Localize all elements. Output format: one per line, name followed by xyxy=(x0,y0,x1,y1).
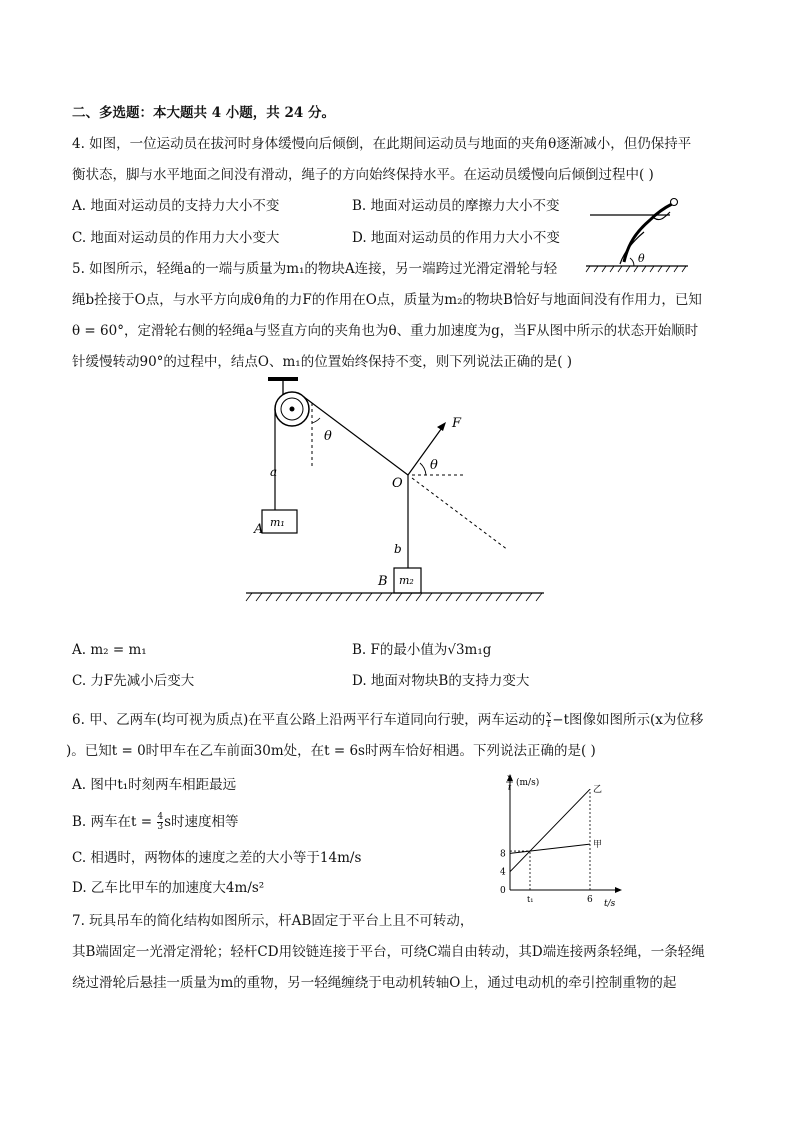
q7-stem-line-3: 绕过滑轮后悬挂一质量为m的重物，另一轻绳缠绕于电动机转轴O上，通过电动机的牵引控制重物的起 xyxy=(72,975,677,991)
q5-rope-b-label: b xyxy=(394,542,402,556)
q5-ceiling-bar xyxy=(268,377,298,381)
q4-angle-arc xyxy=(630,258,634,266)
q5-stem-line-3: θ = 60°，定滑轮右侧的轻绳a与竖直方向的夹角也为θ、重力加速度为g，当F从图中所示的状态开始顺时 xyxy=(72,323,699,339)
q6-option-b-start: B. 两车在t = xyxy=(72,814,157,830)
q5-stem-line-2: 绳b拴接于O点，与水平方向成θ角的力F的作用在O点，质量为m₂的物块B恰好与地面间没有作用力，已知 xyxy=(72,292,702,308)
q5-theta-right-label: θ xyxy=(430,458,438,473)
y-tick-label: 0 xyxy=(500,886,506,896)
series-label-yi: 乙 xyxy=(593,785,603,796)
q5-node-o-label: O xyxy=(392,476,403,491)
q6-stem-fraction-den: t xyxy=(546,720,551,730)
q6-stem-line-2: )。已知t = 0时甲车在乙车前面30m处，在t = 6s时两车恰好相遇。下列说法正确的是( ) xyxy=(66,743,596,759)
series-label-jia: 甲 xyxy=(593,840,603,851)
q7-stem-line-1: 7. 玩具吊车的简化结构如图所示，杆AB固定于平台上且不可转动， xyxy=(72,913,474,929)
series-line-jia xyxy=(510,844,590,853)
q6-option-b-fraction xyxy=(157,813,163,832)
q5-block-a-label: A xyxy=(254,522,264,537)
q6-stem-fraction xyxy=(546,711,551,730)
q6-option-b-den: 3 xyxy=(157,822,164,832)
q4-stem-line-2: 衡状态，脚与水平地面之间没有滑动，绳子的方向始终保持水平。在运动员缓慢向后倾倒过程中( ) xyxy=(72,167,654,183)
q5-force-f-label: F xyxy=(452,416,462,431)
section-heading: 二、多选题：本大题共 4 小题，共 24 分。 xyxy=(72,105,335,121)
q6-option-d: D. 乙车比甲车的加速度大4m/s² xyxy=(72,880,265,896)
x-tick-label-t1: t₁ xyxy=(527,895,534,904)
q5-extension-dashed xyxy=(412,478,508,550)
q4-figure xyxy=(584,192,694,274)
q5-theta-left-label: θ xyxy=(324,429,332,444)
x-axis-arrow xyxy=(615,887,622,893)
q5-option-b: B. F的最小值为√3m₁g xyxy=(352,642,492,658)
q5-force-f-arrow xyxy=(408,425,444,475)
q6-option-b-end: s时速度相等 xyxy=(164,814,239,830)
q4-option-c: C. 地面对运动员的作用力大小变大 xyxy=(72,230,280,246)
q6-stem-fraction-num: x xyxy=(546,710,552,720)
q4-angle-label: θ xyxy=(638,252,645,265)
q4-option-d: D. 地面对运动员的作用力大小不变 xyxy=(352,230,560,246)
q4-athlete-head xyxy=(671,199,678,206)
q5-stem-line-4: 针缓慢转动90°的过程中，结点O、m₁的位置始终保持不变，则下列说法正确的是( ) xyxy=(72,354,573,370)
q6-option-b-num: 4 xyxy=(157,812,164,822)
q6-option-c: C. 相遇时，两物体的速度之差的大小等于14m/s xyxy=(72,850,362,866)
q5-option-d: D. 地面对物块B的支持力变大 xyxy=(352,673,530,689)
q6-chart xyxy=(488,770,618,912)
y-axis-label-den: t xyxy=(508,783,512,792)
q5-stem-line-1: 5. 如图所示，轻绳a的一端与质量为m₁的物块A连接，另一端跨过光滑定滑轮与轻 xyxy=(72,261,558,277)
q6-option-a: A. 图中t₁时刻两车相距最远 xyxy=(72,777,237,793)
q4-option-a: A. 地面对运动员的支持力大小不变 xyxy=(72,198,280,214)
x-tick-label-6: 6 xyxy=(587,895,593,905)
q5-option-c: C. 力F先减小后变大 xyxy=(72,673,195,689)
y-tick-label: 8 xyxy=(500,849,506,860)
series-line-yi xyxy=(510,789,590,872)
q5-mass-2-label: m₂ xyxy=(399,574,414,587)
q5-block-b-label: B xyxy=(378,574,388,589)
q4-stem-line-1: 4. 如图，一位运动员在拔河时身体缓慢向后倾倒，在此期间运动员与地面的夹角θ逐渐减小，但仍保持平 xyxy=(72,136,692,152)
q5-rope-a-right xyxy=(304,397,408,475)
q5-rope-a-label: a xyxy=(270,465,278,479)
q5-option-a: A. m₂ = m₁ xyxy=(72,642,147,658)
q6-stem-line-1-start: 6. 甲、乙两车(均可视为质点)在平直公路上沿两平行车道同向行驶，两车运动的 xyxy=(72,712,546,728)
q4-option-b: B. 地面对运动员的摩擦力大小不变 xyxy=(352,198,560,214)
y-axis-unit: (m/s) xyxy=(516,778,540,788)
q4-athlete-body xyxy=(624,204,672,262)
y-tick-label: 4 xyxy=(500,867,506,878)
q7-stem-line-2: 其B端固定一光滑定滑轮；轻杆CD用铰链连接于平台，可绕C端自由转动，其D端连接两条轻绳，一条轻绳 xyxy=(72,944,705,960)
q5-figure xyxy=(240,375,550,610)
x-axis-label: t/s xyxy=(604,899,616,909)
q6-stem-line-1 xyxy=(72,710,703,730)
q5-mass-1-label: m₁ xyxy=(270,516,285,529)
q6-option-b xyxy=(72,812,239,832)
q6-stem-line-1-end: −t图像如图所示(x为位移 xyxy=(552,712,704,728)
y-axis-label-num: x xyxy=(507,773,512,782)
